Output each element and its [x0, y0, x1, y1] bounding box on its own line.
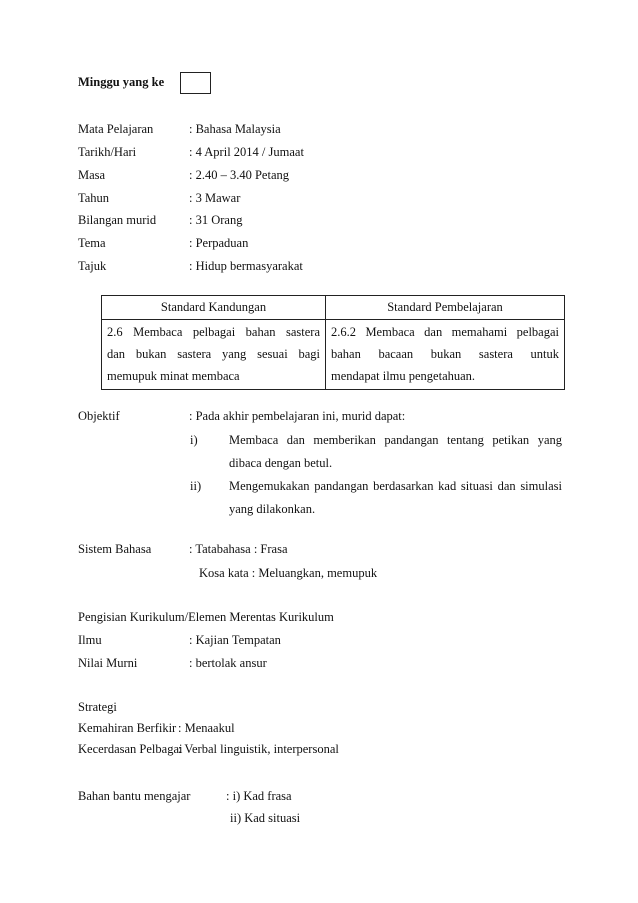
header-learning-standard: Standard Pembelajaran [326, 296, 565, 320]
learning-standard-line: 2.6.2 Membaca dan memahami pelbagai [331, 325, 559, 339]
objective-item-line: dibaca dengan betul. [229, 456, 333, 470]
language-system-label: Sistem Bahasa [78, 542, 152, 556]
curriculum-value: : bertolak ansur [189, 656, 267, 670]
content-standard-line: memupuk minat membaca [107, 369, 240, 383]
detail-value: : Bahasa Malaysia [189, 122, 281, 136]
strategy-value: : Menaakul [178, 721, 235, 735]
teaching-aid-item: : i) Kad frasa [226, 789, 292, 803]
detail-value: : 2.40 – 3.40 Petang [189, 168, 289, 182]
detail-label: Tahun [78, 191, 110, 205]
objective-item-1 [229, 429, 562, 475]
language-system-grammar: : Tatabahasa : Frasa [189, 542, 288, 556]
strategy-value: : Verbal linguistik, interpersonal [178, 742, 339, 756]
language-system-vocabulary: Kosa kata : Meluangkan, memupuk [199, 566, 378, 580]
objective-item-line: Membaca dan memberikan pandangan tentang petikan yang [229, 433, 562, 447]
objective-label: Objektif [78, 409, 120, 423]
strategy-heading: Strategi [78, 700, 117, 714]
table-row [102, 320, 565, 390]
detail-value: : 31 Orang [189, 213, 243, 227]
curriculum-value: : Kajian Tempatan [189, 633, 281, 647]
detail-value: : Hidup bermasyarakat [189, 259, 303, 273]
curriculum-label: Nilai Murni [78, 656, 138, 670]
content-standard-line: dan bukan sastera yang sesuai bagi [107, 347, 320, 361]
week-label: Minggu yang ke [78, 75, 165, 89]
detail-label: Tarikh/Hari [78, 145, 137, 159]
detail-label: Tema [78, 236, 106, 250]
teaching-aids-label: Bahan bantu mengajar [78, 789, 191, 803]
week-number-box[interactable] [180, 72, 211, 94]
content-standard-cell [102, 320, 326, 390]
curriculum-label: Ilmu [78, 633, 102, 647]
objective-item-number: ii) [190, 479, 202, 493]
detail-value: : 3 Mawar [189, 191, 241, 205]
header-content-standard: Standard Kandungan [102, 296, 326, 320]
detail-label: Bilangan murid [78, 213, 157, 227]
table-header-row [102, 296, 565, 320]
standards-table [101, 295, 565, 390]
strategy-label: Kecerdasan Pelbagai [78, 742, 183, 756]
detail-label: Mata Pelajaran [78, 122, 154, 136]
objective-item-number: i) [190, 433, 198, 447]
objective-item-line: yang dilakonkan. [229, 502, 316, 516]
detail-value: : Perpaduan [189, 236, 249, 250]
content-standard-line: 2.6 Membaca pelbagai bahan sastera [107, 325, 320, 339]
objective-intro: : Pada akhir pembelajaran ini, murid dapat: [189, 409, 406, 423]
strategy-label: Kemahiran Berfikir [78, 721, 177, 735]
detail-label: Masa [78, 168, 106, 182]
learning-standard-cell [326, 320, 565, 390]
detail-value: : 4 April 2014 / Jumaat [189, 145, 304, 159]
learning-standard-line: bahan bacaan bukan sastera untuk [331, 347, 559, 361]
objective-item-line: Mengemukakan pandangan berdasarkan kad situasi dan simulasi [229, 479, 562, 493]
detail-label: Tajuk [78, 259, 107, 273]
objective-item-2 [229, 475, 562, 521]
learning-standard-line: mendapat ilmu pengetahuan. [331, 369, 476, 383]
curriculum-heading: Pengisian Kurikulum/Elemen Merentas Kurikulum [78, 610, 334, 624]
teaching-aid-item: ii) Kad situasi [230, 811, 301, 825]
